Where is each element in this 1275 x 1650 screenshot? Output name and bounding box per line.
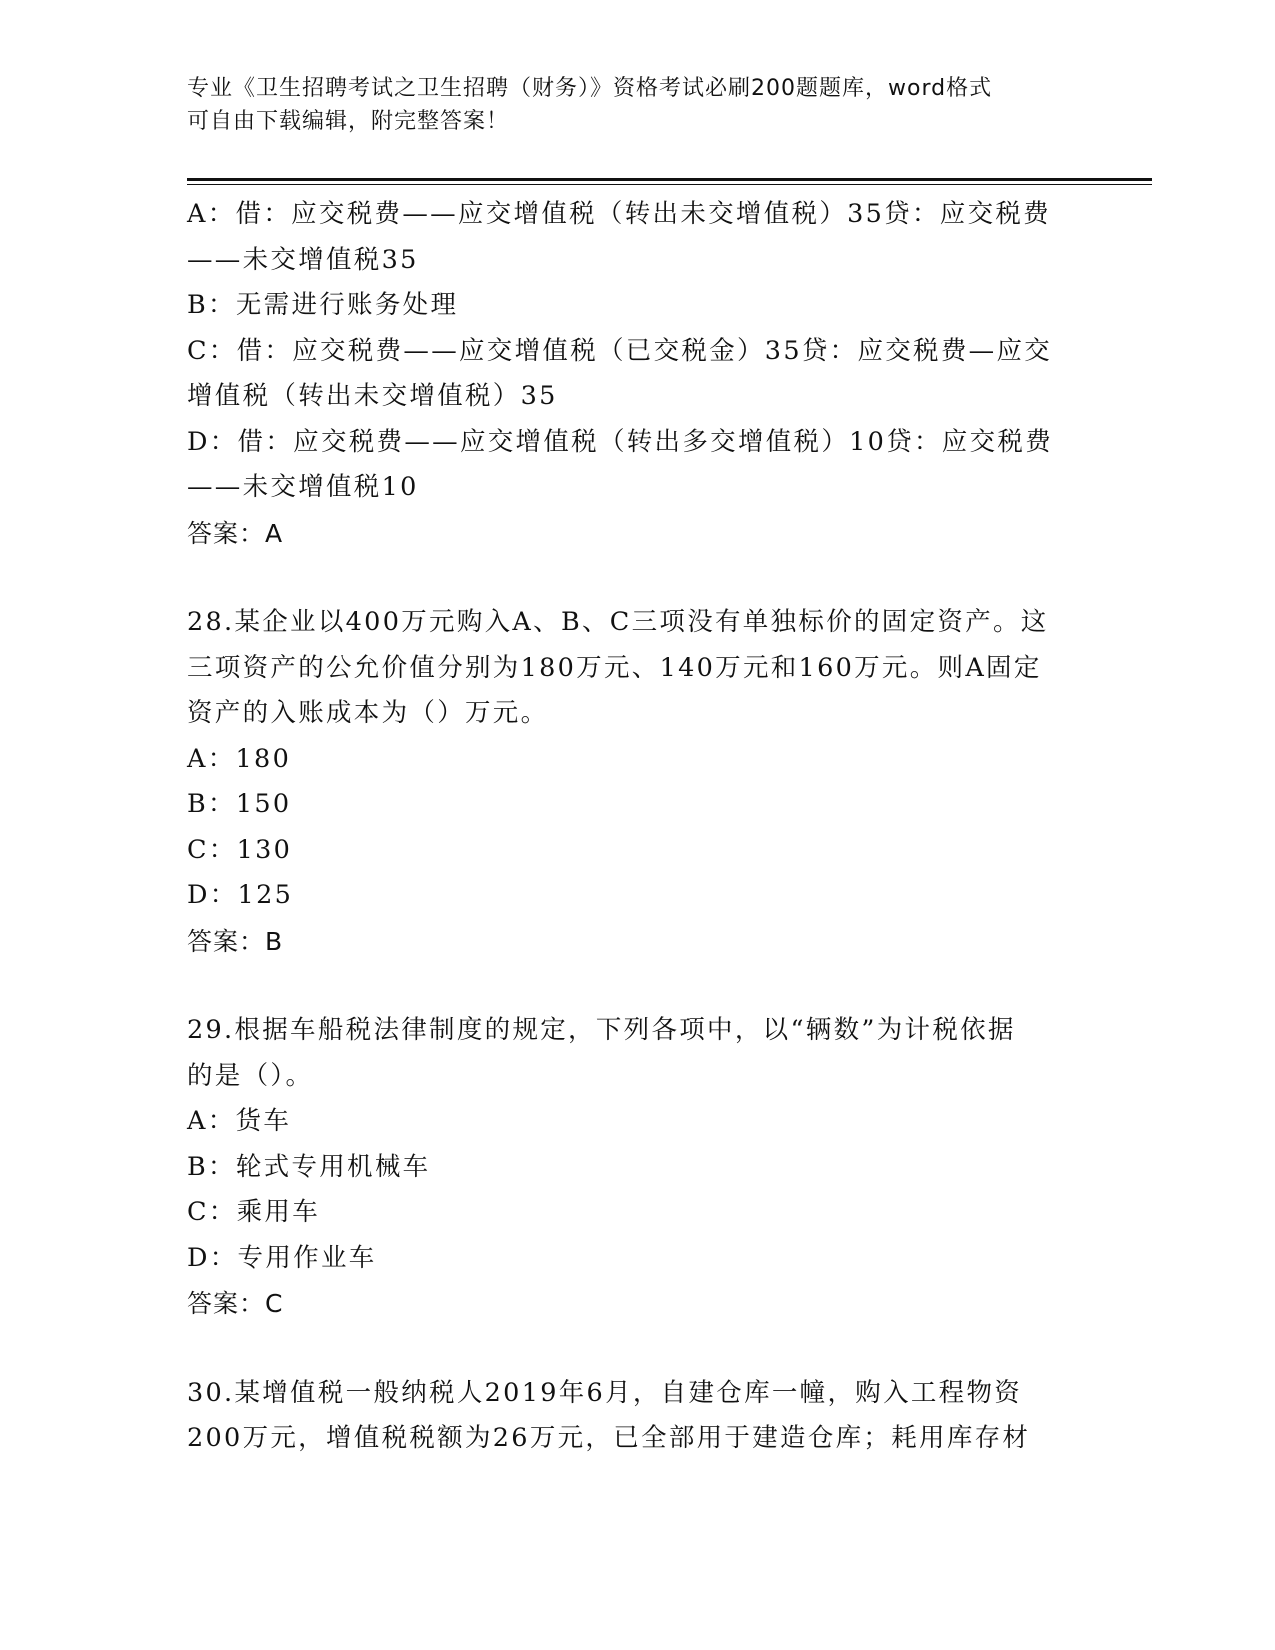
option-c: C：乘用车 <box>187 1197 321 1227</box>
question-stem-line-2: 三项资产的公允价值分别为180万元、140万元和160万元。则A固定 <box>187 652 1042 683</box>
header-line-2: 可自由下载编辑，附完整答案！ <box>187 109 510 134</box>
option-d: D：125 <box>187 880 294 910</box>
question-29-block <box>187 1008 1087 1327</box>
option-d: D：专用作业车 <box>187 1242 377 1273</box>
option-c: C：130 <box>187 834 293 865</box>
answer: 答案：B <box>187 926 284 956</box>
document-header <box>187 72 1087 138</box>
option-b: B：无需进行账务处理 <box>187 290 459 320</box>
option-c-line-1: C：借：应交税费——应交增值税（已交税金）35贷：应交税费—应交 <box>187 335 1053 366</box>
option-a: A：货车 <box>187 1106 292 1136</box>
option-b: B：150 <box>187 789 292 819</box>
question-30-block <box>187 1371 1087 1462</box>
question-stem-line-1: 30.某增值税一般纳税人2019年6月，自建仓库一幢，购入工程物资 <box>187 1377 1023 1408</box>
document-body <box>187 192 1087 1462</box>
question-stem-line-2: 的是（）。 <box>187 1060 314 1091</box>
header-divider-thick <box>187 178 1152 181</box>
question-27-block <box>187 192 1087 556</box>
option-a-line-1: A：借：应交税费——应交增值税（转出未交增值税）35贷：应交税费 <box>187 199 1051 229</box>
question-stem-line-1: 28.某企业以400万元购入A、B、C三项没有单独标价的固定资产。这 <box>187 607 1049 637</box>
header-line-1: 专业《卫生招聘考试之卫生招聘（财务）》资格考试必刷200题题库，word格式 <box>187 76 993 101</box>
header-divider-thin <box>187 184 1152 185</box>
option-a-line-2: ——未交增值税35 <box>187 244 419 275</box>
option-c-line-2: 增值税（转出未交增值税）35 <box>187 381 558 411</box>
option-a: A：180 <box>187 743 292 774</box>
option-d-line-2: ——未交增值税10 <box>187 472 419 502</box>
answer: 答案：C <box>187 1289 284 1318</box>
answer: 答案：A <box>187 518 284 548</box>
option-d-line-1: D：借：应交税费——应交增值税（转出多交增值税）10贷：应交税费 <box>187 426 1053 457</box>
option-b: B：轮式专用机械车 <box>187 1151 431 1182</box>
question-stem-line-3: 资产的入账成本为（）万元。 <box>187 698 549 728</box>
question-stem-line-1: 29.根据车船税法律制度的规定，下列各项中，以“辆数”为计税依据 <box>187 1015 1016 1045</box>
question-stem-line-2: 200万元，增值税税额为26万元，已全部用于建造仓库；耗用库存材 <box>187 1423 1031 1453</box>
question-28-block <box>187 600 1087 964</box>
